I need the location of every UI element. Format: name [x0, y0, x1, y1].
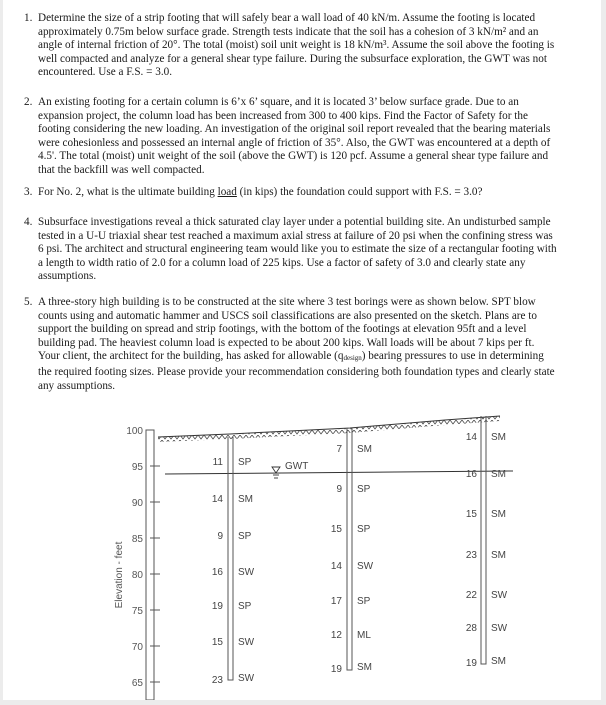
y-tick: 75: [131, 606, 143, 617]
spt-count: 9: [217, 531, 223, 542]
y-axis-label: Elevation - feet: [114, 541, 125, 609]
soil-class: SP: [357, 484, 371, 495]
y-tick: 100: [126, 426, 143, 437]
underlined-word: load: [217, 186, 237, 198]
soil-class: SM: [491, 469, 506, 480]
soil-class: SM: [238, 494, 253, 505]
y-tick: 65: [131, 678, 143, 689]
spt-count: 15: [211, 637, 223, 648]
y-tick: 85: [131, 534, 143, 545]
spt-count: 15: [465, 509, 477, 520]
soil-class: SM: [491, 509, 506, 520]
question-number: 2.: [24, 96, 33, 108]
spt-count: 16: [465, 469, 477, 480]
boring-3: [466, 416, 508, 669]
gwt-label: GWT: [285, 461, 309, 472]
spt-count: 15: [330, 524, 342, 535]
soil-class: SW: [491, 623, 508, 634]
spt-count: 12: [330, 630, 342, 641]
spt-count: 11: [212, 457, 223, 468]
spt-count: 14: [211, 494, 223, 505]
soil-class: SM: [357, 444, 372, 455]
soil-class: SP: [238, 531, 252, 542]
spt-count: 9: [336, 484, 342, 495]
spt-count: 28: [465, 623, 477, 634]
spt-count: 14: [330, 561, 342, 572]
soil-class: SM: [491, 432, 506, 443]
soil-class: SW: [238, 673, 255, 684]
soil-class: SP: [238, 457, 252, 468]
question-text: An existing footing for a certain column is 6’x 6’ square, and it is located 3’ below surface grade. Due to an expansion project, the column load has been increased from 300 to 400 kips. Find the Factor of Safety for the footing considering the new loading. An investigation of the original soil report revealed that the bearing materials were cohesionless and possessed an internal angle of friction of 35°. Also, the GWT was encountered at a depth of 4.5'. The total (moist) unit weight of the soil (above the GWT) is 120 pcf. Assume a general shear type failure and that the backfill was well compacted.: [38, 96, 551, 176]
question-text: Subsurface investigations reveal a thick saturated clay layer under a potential building site. An undisturbed sample tested in a U-U triaxial shear test reached a maximum axial stress at failure of 20 psi when the confining stress was 6 psi. The architect and structural engineering team would like you to estimate the size of a rectangular footing with a length to width ratio of 2.0 for a column load of 225 kips. Use a factor of safety of 3.0 and clearly state any assumptions.: [38, 216, 557, 283]
spt-count: 19: [465, 658, 477, 669]
soil-class: SW: [238, 637, 255, 648]
soil-class: SM: [491, 656, 506, 667]
question-number: 4.: [24, 216, 33, 228]
spt-count: 16: [211, 567, 223, 578]
soil-class: SP: [357, 596, 371, 607]
boring-2: [331, 428, 374, 675]
question-number: 5.: [24, 296, 33, 308]
question-text: Determine the size of a strip footing that will safely bear a wall load of 40 kN/m. Assume the footing is located approximately 0.75m below surface grade. Strength tests indicate that the soil has a cohesion of 3 kN/m² and an angle of internal friction of 20°. The total (moist) soil unit weight is 18 kN/m³. Assume the soil above the footing is well compacted and analyze for a general shear type failure. During the subsurface exploration, the GWT was not encountered. Use a F.S. = 3.0.: [38, 12, 555, 79]
soil-class: SW: [491, 590, 508, 601]
spt-count: 23: [465, 550, 477, 561]
soil-class: ML: [357, 630, 371, 641]
soil-class: SM: [491, 550, 506, 561]
spt-count: 14: [465, 432, 477, 443]
spt-count: 22: [465, 590, 477, 601]
soil-class: SW: [238, 567, 255, 578]
spt-count: 17: [330, 596, 342, 607]
question-text: A three-story high building is to be constructed at the site where 3 test borings were as shown below. SPT blow counts using and automatic hammer and USCS soil classifications are also presented on the sketch. Plans are to support the building on spread and strip footings, with the bottom of the footings at elevation 95ft and a level building pad. The heaviest column load is expected to be about 200 kips. Wall loads will be about 7 kips per ft. Your client, the architect for the building, has asked for allowable $(q_{design})$ bearing pressures to use in determining the required footing sizes. Please provide your recommendation considering both foundation types and clearly state any assumptions.: [38, 296, 555, 392]
soil-class: SP: [238, 601, 252, 612]
elevation-axis: [114, 426, 160, 700]
question-number: 1.: [24, 12, 33, 24]
soil-class: SP: [357, 524, 371, 535]
soil-class: SW: [357, 561, 374, 572]
y-tick: 70: [131, 642, 143, 653]
y-tick: 95: [131, 462, 143, 473]
y-tick: 80: [131, 570, 143, 581]
question-number: 3.: [24, 186, 33, 198]
soil-class: SM: [357, 662, 372, 673]
boring-1: [212, 437, 255, 686]
spt-count: 19: [330, 664, 342, 675]
spt-count: 23: [211, 675, 223, 686]
y-tick: 90: [131, 498, 143, 509]
spt-count: 7: [336, 444, 342, 455]
question-text: For No. 2, what is the ultimate building load (in kips) the foundation could support with F.S. = 3.0?: [38, 186, 483, 198]
ground-surface: [158, 416, 500, 442]
spt-count: 19: [211, 601, 223, 612]
